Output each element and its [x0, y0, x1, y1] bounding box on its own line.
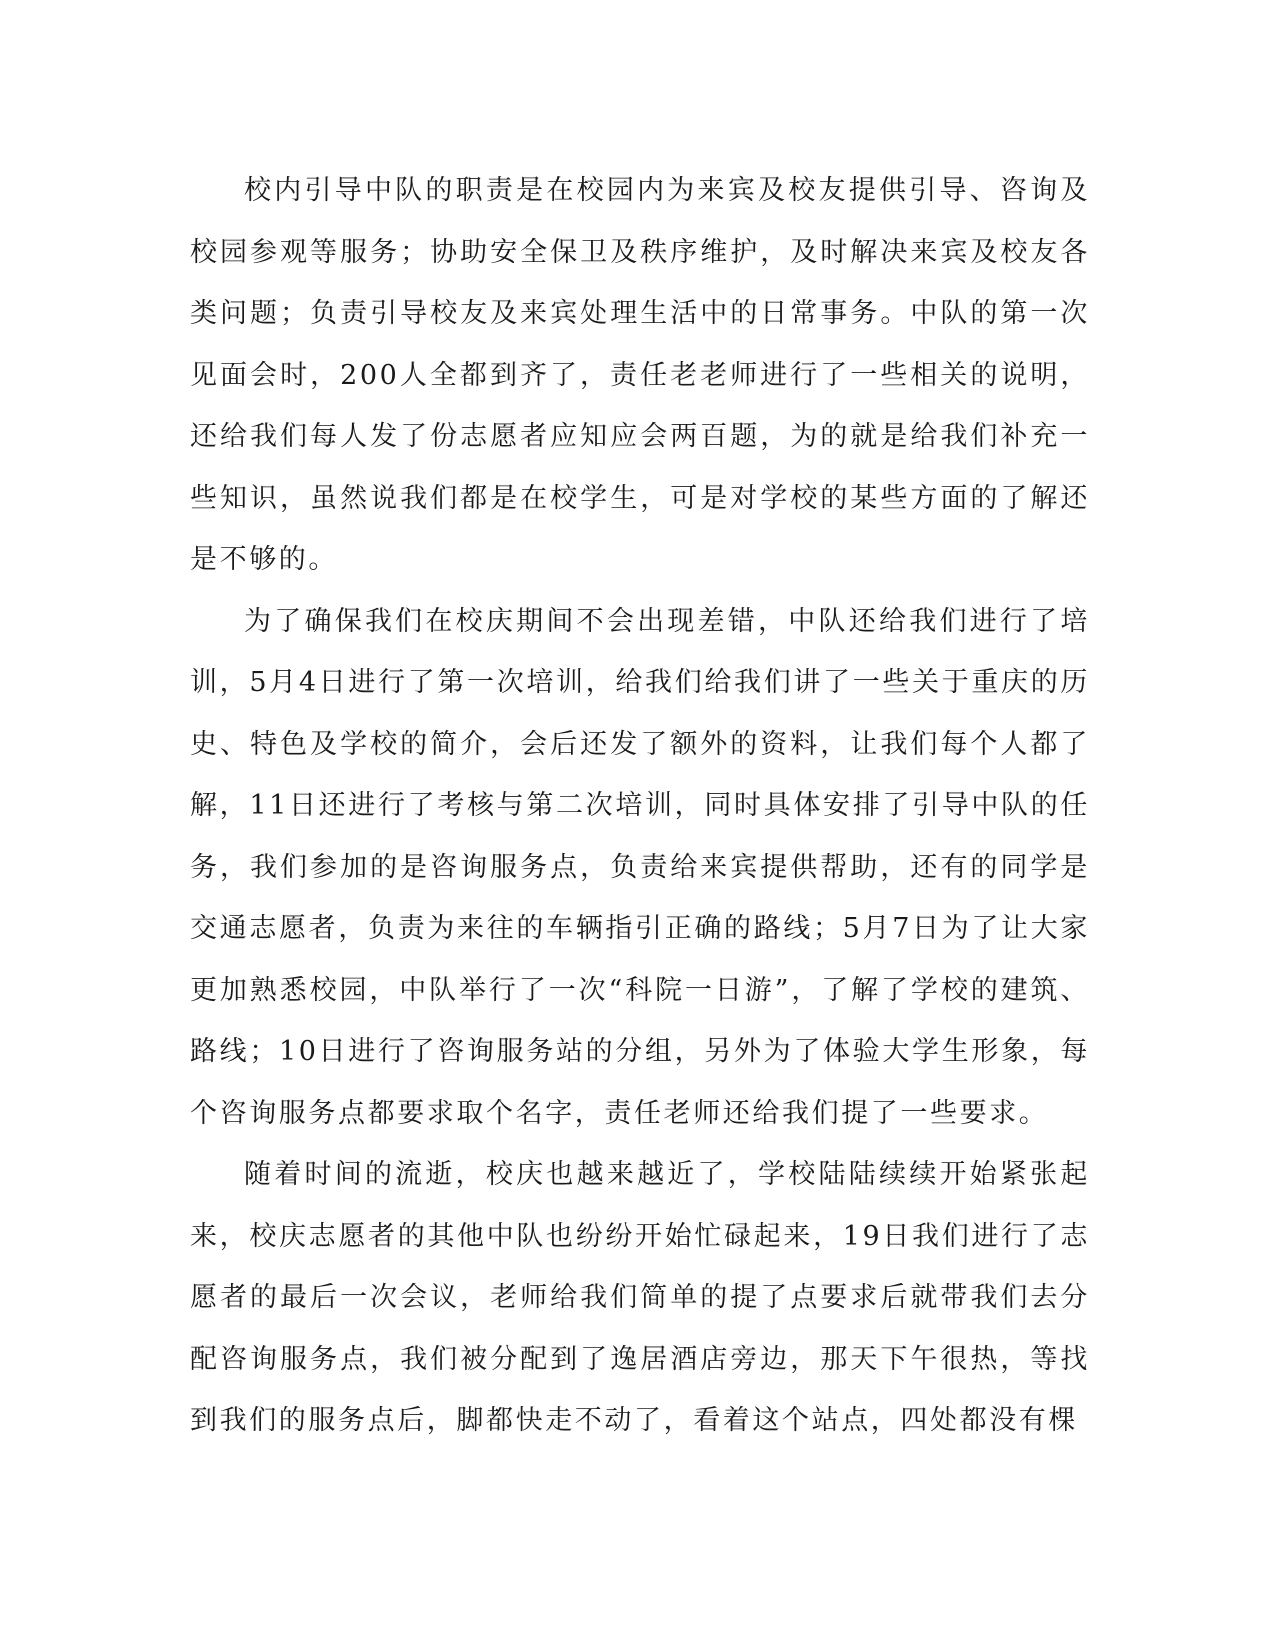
document-body [190, 160, 1090, 1452]
paragraph-training: 为了确保我们在校庆期间不会出现差错，中队还给我们进行了培训，5月4日进行了第一次培训，给我们给我们讲了一些关于重庆的历史、特色及学校的简介，会后还发了额外的资料，让我们每个人都了解，11日还进行了考核与第二次培训，同时具体安排了引导中队的任务，我们参加的是咨询服务点，负责给来宾提供帮助，还有的同学是交通志愿者，负责为来往的车辆指引正确的路线；5月7日为了让大家更加熟悉校园，中队举行了一次“科院一日游”，了解了学校的建筑、路线；10日进行了咨询服务站的分组，另外为了体验大学生形象，每个咨询服务点都要求取个名字，责任老师还给我们提了一些要求。 [190, 605, 1090, 1129]
paragraph-guide-team-duties: 校内引导中队的职责是在校园内为来宾及校友提供引导、咨询及校园参观等服务；协助安全保卫及秩序维护，及时解决来宾及校友各类问题；负责引导校友及来宾处理生活中的日常事务。中队的第一次见面会时，200人全都到齐了，责任老老师进行了一些相关的说明，还给我们每人发了份志愿者应知应会两百题，为的就是给我们补充一些知识，虽然说我们都是在校学生，可是对学校的某些方面的了解还是不够的。 [190, 175, 1090, 575]
paragraph-final-meeting: 随着时间的流逝，校庆也越来越近了，学校陆陆续续开始紧张起来，校庆志愿者的其他中队也纷纷开始忙碌起来，19日我们进行了志愿者的最后一次会议，老师给我们简单的提了点要求后就带我们去分配咨询服务点，我们被分配到了逸居酒店旁边，那天下午很热，等找到我们的服务点后，脚都快走不动了，看着这个站点，四处都没有棵 [190, 1159, 1090, 1436]
